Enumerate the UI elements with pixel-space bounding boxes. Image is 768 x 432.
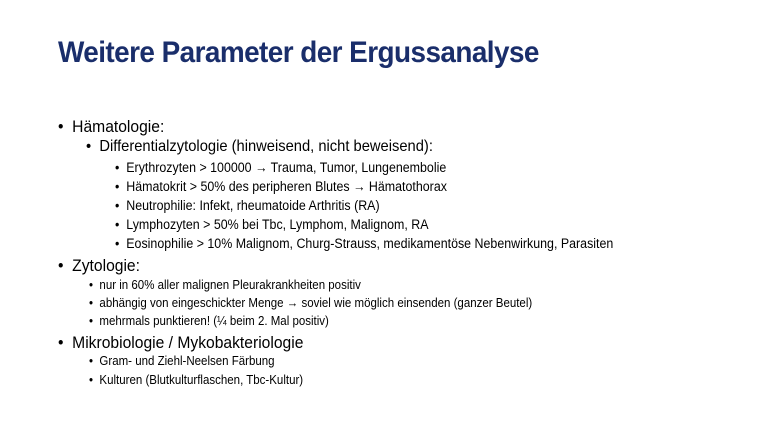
bullet-icon: • [115,236,120,251]
list-item-text: Neutrophilie: Infekt, rheumatoide Arthritis (RA) [126,198,380,213]
list-item-text: Erythrozyten > 100000 → Trauma, Tumor, Lungenembolie [126,160,447,175]
bullet-icon: • [58,117,64,136]
list-item-text: Hämatokrit > 50% des peripheren Blutes → Hämatothorax [126,179,447,194]
bullet-zytologie [58,256,140,276]
list-item [89,296,532,310]
bullet-icon: • [89,296,94,310]
bullet-icon: • [115,179,120,194]
bullet-icon: • [89,373,94,387]
bullet-icon: • [58,333,64,352]
bullet-icon: • [115,160,120,175]
bullet-icon: • [115,217,120,232]
bullet-icon: • [58,256,64,275]
list-item [115,236,613,251]
list-item-text: Kulturen (Blutkulturflaschen, Tbc-Kultur) [99,373,304,387]
bullet-icon: • [86,138,92,155]
list-item [89,314,329,328]
bullet-mikrobiologie [58,333,303,353]
bullet-icon: • [89,278,94,292]
list-item [115,160,446,175]
bullet-icon: • [89,354,94,368]
list-item-text: Gram- und Ziehl-Neelsen Färbung [99,354,275,368]
section-heading: Hämatologie: [72,117,165,136]
list-item-text: nur in 60% aller malignen Pleurakrankheiten positiv [99,278,361,292]
bullet-differentialzytologie [86,138,433,156]
bullet-icon: • [89,314,94,328]
bullet-icon: • [115,198,120,213]
bullet-haematologie [58,117,164,137]
list-item-text: Eosinophilie > 10% Malignom, Churg-Strauss, medikamentöse Nebenwirkung, Parasiten [126,236,614,251]
list-item [89,354,275,368]
subsection-heading: Differentialzytologie (hinweisend, nicht beweisend): [99,138,433,155]
list-item-text: Lymphozyten > 50% bei Tbc, Lymphom, Malignom, RA [126,217,429,232]
section-heading: Mikrobiologie / Mykobakteriologie [72,333,304,352]
list-item [115,217,429,232]
list-item-text: mehrmals punktieren! (¼ beim 2. Mal positiv) [99,314,329,328]
slide-title: Weitere Parameter der Ergussanalyse [58,36,539,69]
section-heading: Zytologie: [72,256,140,275]
list-item [89,373,303,387]
list-item [115,179,447,194]
list-item [89,278,361,292]
list-item-text: abhängig von eingeschickter Menge → soviel wie möglich einsenden (ganzer Beutel) [99,296,533,310]
list-item [115,198,380,213]
